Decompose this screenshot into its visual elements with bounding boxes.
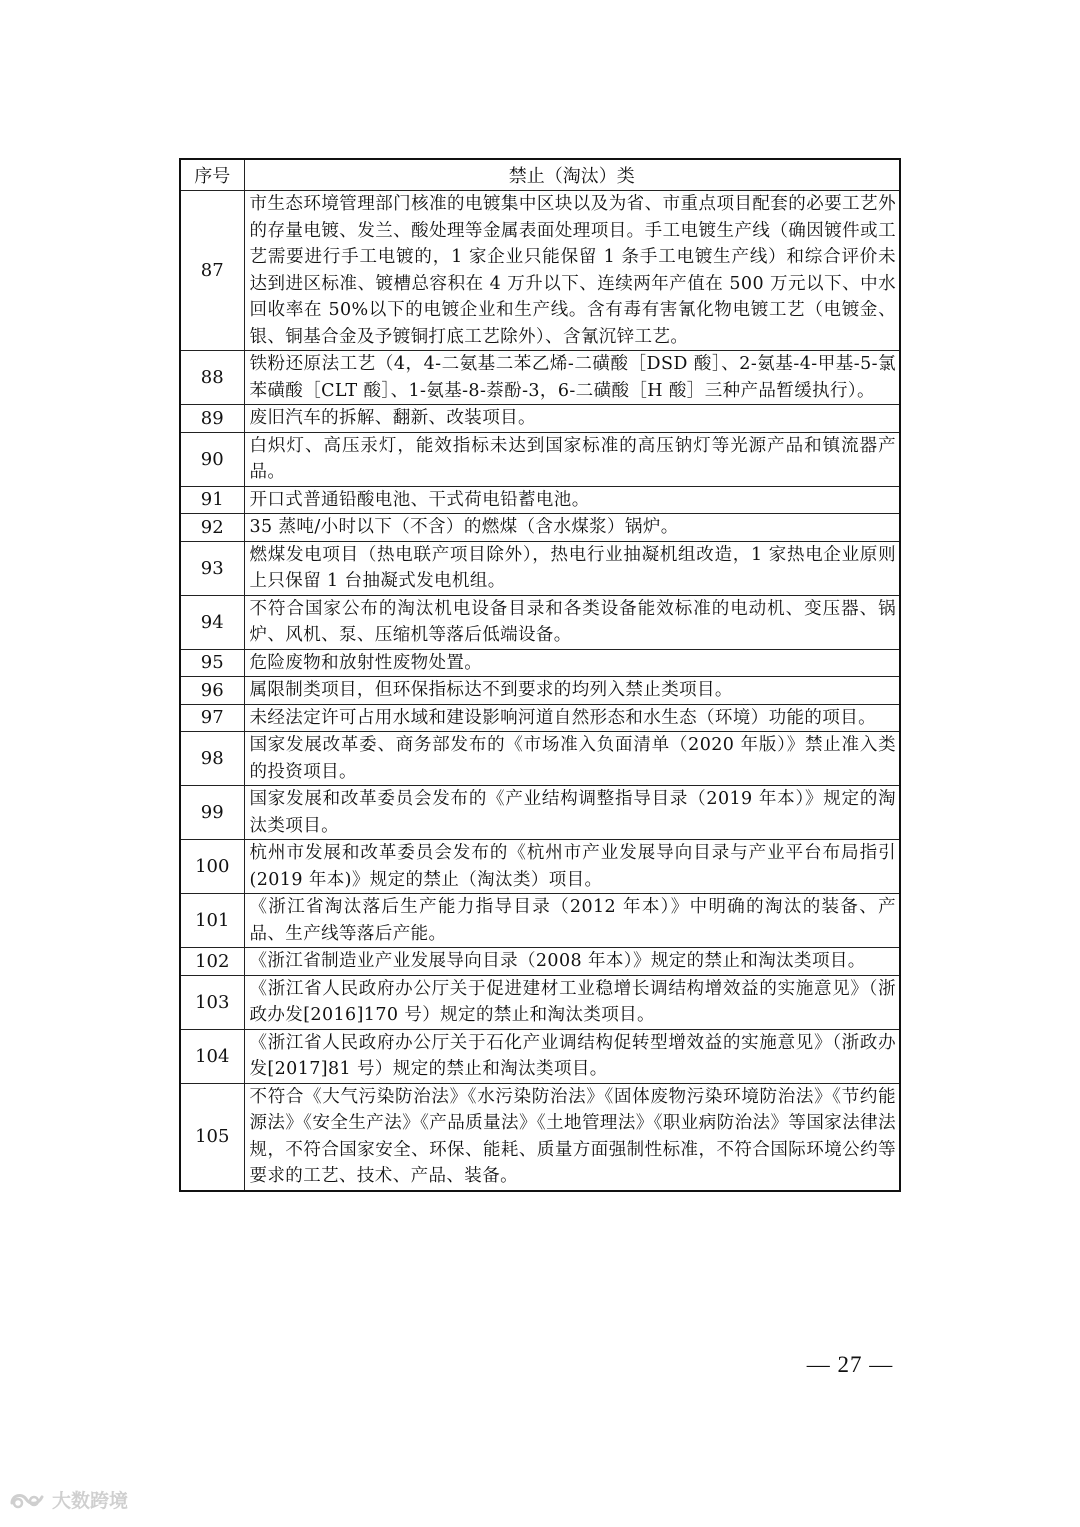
row-index: 91 [180,486,244,514]
row-index: 96 [180,677,244,705]
row-description: 危险废物和放射性废物处置。 [244,649,900,677]
table-row [180,1029,900,1083]
table-row [180,704,900,732]
watermark-logo-icon [8,1489,48,1511]
row-description: 杭州市发展和改革委员会发布的《杭州市产业发展导向目录与产业平台布局指引(2019 年本)》规定的禁止（淘汰类）项目。 [244,840,900,894]
row-index: 103 [180,975,244,1029]
row-index: 95 [180,649,244,677]
row-description: 废旧汽车的拆解、翻新、改装项目。 [244,405,900,433]
watermark-text: 大数跨境 [52,1490,129,1512]
row-description: 《浙江省人民政府办公厅关于石化产业调结构促转型增效益的实施意见》（浙政办发[2017]81 号）规定的禁止和淘汰类项目。 [244,1029,900,1083]
table-body [180,191,900,1191]
row-description: 35 蒸吨/小时以下（不含）的燃煤（含水煤浆）锅炉。 [244,514,900,542]
row-description: 《浙江省人民政府办公厅关于促进建材工业稳增长调结构增效益的实施意见》（浙政办发[2016]170 号）规定的禁止和淘汰类项目。 [244,975,900,1029]
row-description: 不符合《大气污染防治法》《水污染防治法》《固体废物污染环境防治法》《节约能源法》《安全生产法》《产品质量法》《土地管理法》《职业病防治法》等国家法律法规，不符合国家安全、环保、能耗、质量方面强制性标准，不符合国际环境公约等要求的工艺、技术、产品、装备。 [244,1083,900,1191]
document-table-container [179,158,899,1192]
page-number: — 27 — [806,1352,894,1377]
table-row [180,840,900,894]
table-row [180,595,900,649]
row-description: 市生态环境管理部门核准的电镀集中区块以及为省、市重点项目配套的必要工艺外的存量电镀、发兰、酸处理等金属表面处理项目。手工电镀生产线（确因镀件或工艺需要进行手工电镀的，1 家企业只能保留 1 条手工电镀生产线）和综合评价未达到进区标准、镀槽总容积在 4 万升以下、连续两年产值在 500 万元以下、中水回收率在 50%以下的电镀企业和生产线。含有毒有害氰化物电镀工艺（电镀金、银、铜基合金及予镀铜打底工艺除外）、含氰沉锌工艺。 [244,191,900,351]
row-description: 《浙江省制造业产业发展导向目录（2008 年本）》规定的禁止和淘汰类项目。 [244,948,900,976]
row-description: 燃煤发电项目（热电联产项目除外），热电行业抽凝机组改造，1 家热电企业原则上只保留 1 台抽凝式发电机组。 [244,541,900,595]
row-index: 97 [180,704,244,732]
row-description: 《浙江省淘汰落后生产能力指导目录（2012 年本）》中明确的淘汰的装备、产品、生产线等落后产能。 [244,894,900,948]
table-row [180,191,900,351]
row-description: 国家发展和改革委员会发布的《产业结构调整指导目录（2019 年本）》规定的淘汰类项目。 [244,786,900,840]
prohibited-items-table [179,158,901,1192]
table-header-row [180,159,900,191]
row-description: 属限制类项目，但环保指标达不到要求的均列入禁止类项目。 [244,677,900,705]
row-index: 88 [180,351,244,405]
row-index: 90 [180,432,244,486]
table-row [180,894,900,948]
row-description: 开口式普通铅酸电池、干式荷电铅蓄电池。 [244,486,900,514]
table-row [180,948,900,976]
row-description: 铁粉还原法工艺（4，4-二氨基二苯乙烯-二磺酸［DSD 酸］、2-氨基-4-甲基-5-氯苯磺酸［CLT 酸］、1-氨基-8-萘酚-3，6-二磺酸［H 酸］三种产品暂缓执行）。 [244,351,900,405]
table-row [180,786,900,840]
row-index: 93 [180,541,244,595]
row-index: 89 [180,405,244,433]
row-index: 100 [180,840,244,894]
table-row [180,514,900,542]
row-description: 不符合国家公布的淘汰机电设备目录和各类设备能效标准的电动机、变压器、锅炉、风机、泵、压缩机等落后低端设备。 [244,595,900,649]
table-row [180,732,900,786]
table-row [180,351,900,405]
row-index: 99 [180,786,244,840]
header-index: 序号 [180,159,244,191]
row-index: 94 [180,595,244,649]
row-description: 未经法定许可占用水域和建设影响河道自然形态和水生态（环境）功能的项目。 [244,704,900,732]
table-row [180,541,900,595]
table-row [180,405,900,433]
table-row [180,975,900,1029]
table-row [180,677,900,705]
row-description: 白炽灯、高压汞灯，能效指标未达到国家标准的高压钠灯等光源产品和镇流器产品。 [244,432,900,486]
row-index: 105 [180,1083,244,1191]
row-description: 国家发展改革委、商务部发布的《市场准入负面清单（2020 年版）》禁止准入类的投资项目。 [244,732,900,786]
table-row [180,486,900,514]
row-index: 104 [180,1029,244,1083]
watermark [8,1486,128,1513]
row-index: 87 [180,191,244,351]
row-index: 101 [180,894,244,948]
table-row [180,649,900,677]
table-row [180,432,900,486]
header-category: 禁止（淘汰）类 [244,159,900,191]
table-row [180,1083,900,1191]
row-index: 92 [180,514,244,542]
row-index: 102 [180,948,244,976]
row-index: 98 [180,732,244,786]
